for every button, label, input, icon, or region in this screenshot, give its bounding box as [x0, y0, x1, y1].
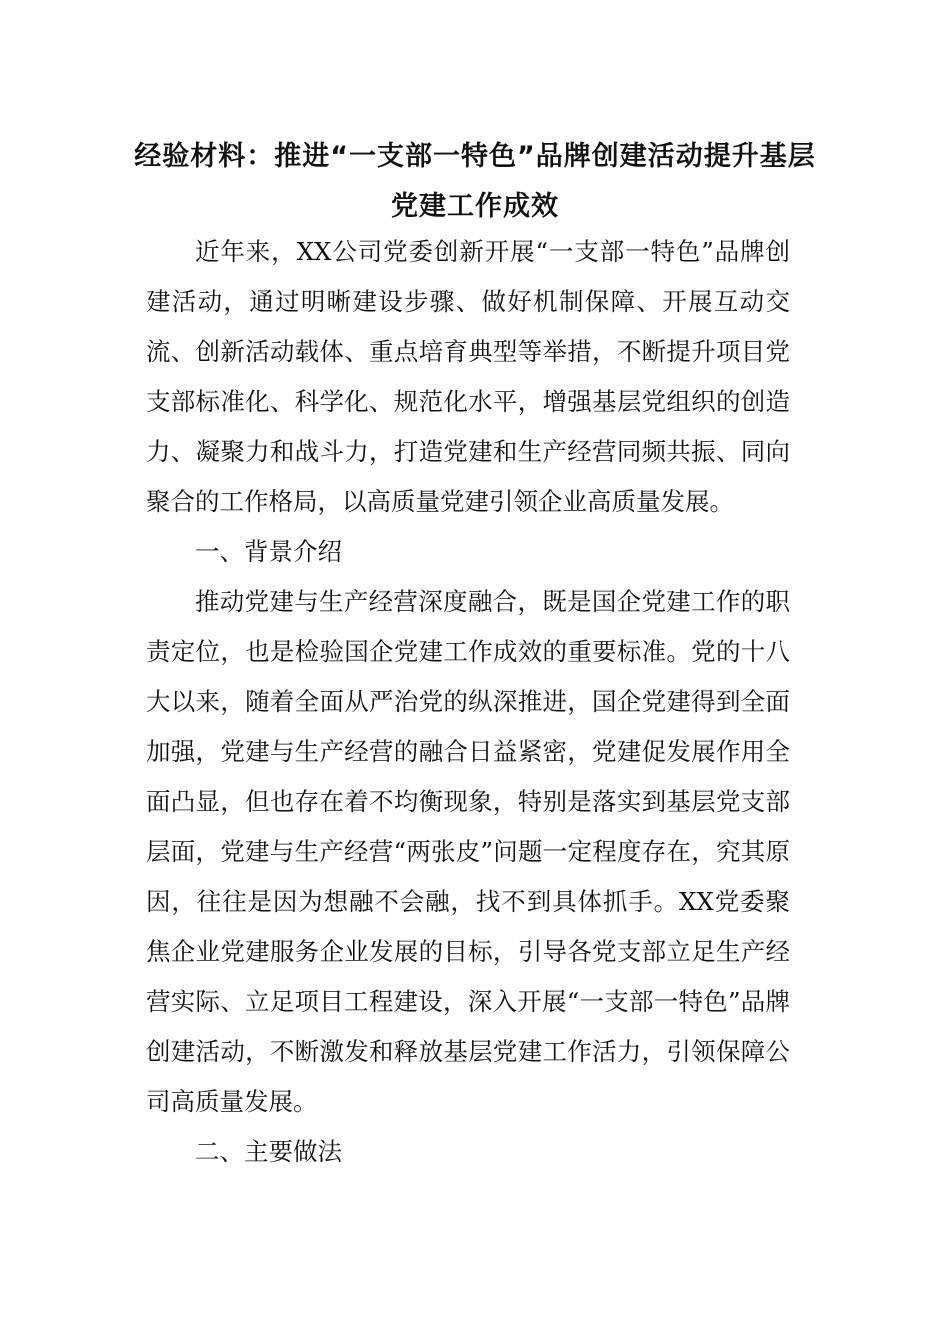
document-title-line-1: 经验材料：推进“一支部一特色”品牌创建活动提升基层	[134, 141, 816, 172]
background-paragraph: 推动党建与生产经营深度融合，既是国企党建工作的职责定位，也是检验国企党建工作成效的重要标准。党的十八大以来，随着全面从严治党的纵深推进，国企党建得到全面加强，党建与生产经营的融合日益紧密，党建促发展作用全面凸显，但也存在着不均衡现象，特别是落实到基层党支部层面，党建与生产经营“两张皮”问题一定程度存在，究其原因，往往是因为想融不会融，找不到具体抓手。XX党委聚焦企业党建服务企业发展的目标，引导各党支部立足生产经营实际、立足项目工程建设，深入开展“一支部一特色”品牌创建活动，不断激发和释放基层党建工作活力，引领保障公司高质量发展。	[146, 587, 790, 1116]
section-heading-background: 一、背景介绍	[195, 537, 342, 566]
document-title-line-2: 党建工作成效	[391, 191, 559, 222]
section-heading-main-practices: 二、主要做法	[195, 1137, 342, 1166]
intro-paragraph: 近年来，XX公司党委创新开展“一支部一特色”品牌创建活动，通过明晰建设步骤、做好机制保障、开展互动交流、创新活动载体、重点培育典型等举措，不断提升项目党支部标准化、科学化、规范化水平，增强基层党组织的创造力、凝聚力和战斗力，打造党建和生产经营同频共振、同向聚合的工作格局，以高质量党建引领企业高质量发展。	[146, 237, 790, 516]
document-body	[146, 227, 790, 1177]
